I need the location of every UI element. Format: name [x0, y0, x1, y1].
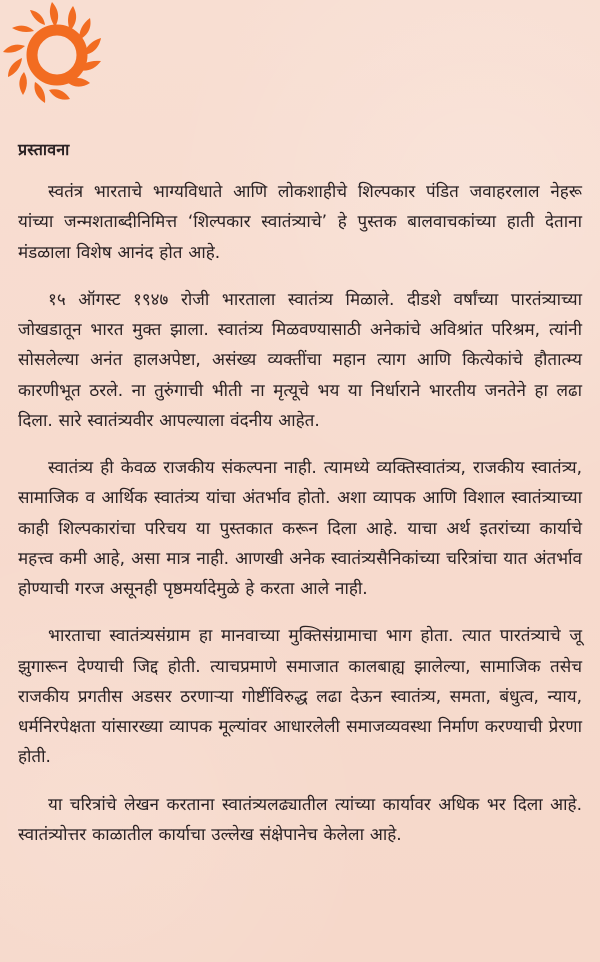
paragraph: स्वतंत्र भारताचे भाग्यविधाते आणि लोकशाहीचे शिल्पकार पंडित जवाहरलाल नेहरू यांच्या जन्मशताब्दीनिमित्त ‘शिल्पकार स्वातंत्र्याचे’ हे पुस्तक बालवाचकांच्या हाती देताना मंडळाला विशेष आनंद होत आहे.	[18, 182, 582, 263]
sun-icon	[0, 0, 118, 108]
paragraph: स्वातंत्र्य ही केवळ राजकीय संकल्पना नाही. त्यामध्ये व्यक्तिस्वातंत्र्य, राजकीय स्वातंत्र्य, सामाजिक व आर्थिक स्वातंत्र्य यांचा अंतर्भाव होतो. अशा व्यापक आणि विशाल स्वातंत्र्याच्या काही शिल्पकारांचा परिचय या पुस्तकात करून दिला आहे. याचा अर्थ इतरांच्या कार्याचे महत्त्व कमी आहे, असा मात्र नाही. आणखी अनेक स्वातंत्र्यसैनिकांच्या चरित्रांचा यात अंतर्भाव होण्याची गरज असूनही पृष्ठमर्यादेमुळे हे करता आले नाही.	[18, 458, 582, 600]
paragraph: १५ ऑगस्ट १९४७ रोजी भारताला स्वातंत्र्य मिळाले. दीडशे वर्षांच्या पारतंत्र्याच्या जोखडातून भारत मुक्त झाला. स्वातंत्र्य मिळवण्यासाठी अनेकांचे अविश्रांत परिश्रम, त्यांनी सोसलेल्या अनंत हालअपेष्टा, असंख्य व्यक्तींचा महान त्याग आणि कित्येकांचे हौतात्म्य कारणीभूत ठरले. ना तुरुंगाची भीती ना मृत्यूचे भय या निर्धाराने भारतीय जनतेने हा लढा दिला. सारे स्वातंत्र्यवीर आपल्याला वंदनीय आहेत.	[18, 289, 582, 431]
document-content	[18, 140, 582, 850]
section-heading: प्रस्तावना	[18, 140, 70, 159]
paragraph: या चरित्रांचे लेखन करताना स्वातंत्र्यलढ्यातील त्यांच्या कार्यावर अधिक भर दिला आहे. स्वातंत्र्योत्तर काळातील कार्याचा उल्लेख संक्षेपानेच केलेला आहे.	[18, 794, 582, 845]
paragraph: भारताचा स्वातंत्र्यसंग्राम हा मानवाच्या मुक्तिसंग्रामाचा भाग होता. त्यात पारतंत्र्याचे जू झुगारून देण्याची जिद्द होती. त्याचप्रमाणे समाजात कालबाह्य झालेल्या, सामाजिक तसेच राजकीय प्रगतीस अडसर ठरणाऱ्या गोष्टींविरुद्ध लढा देऊन स्वातंत्र्य, समता, बंधुत्व, न्याय, धर्मनिरपेक्षता यांसारख्या व्यापक मूल्यांवर आधारलेली समाजव्यवस्था निर्माण करण्याची प्रेरणा होती.	[18, 626, 582, 768]
